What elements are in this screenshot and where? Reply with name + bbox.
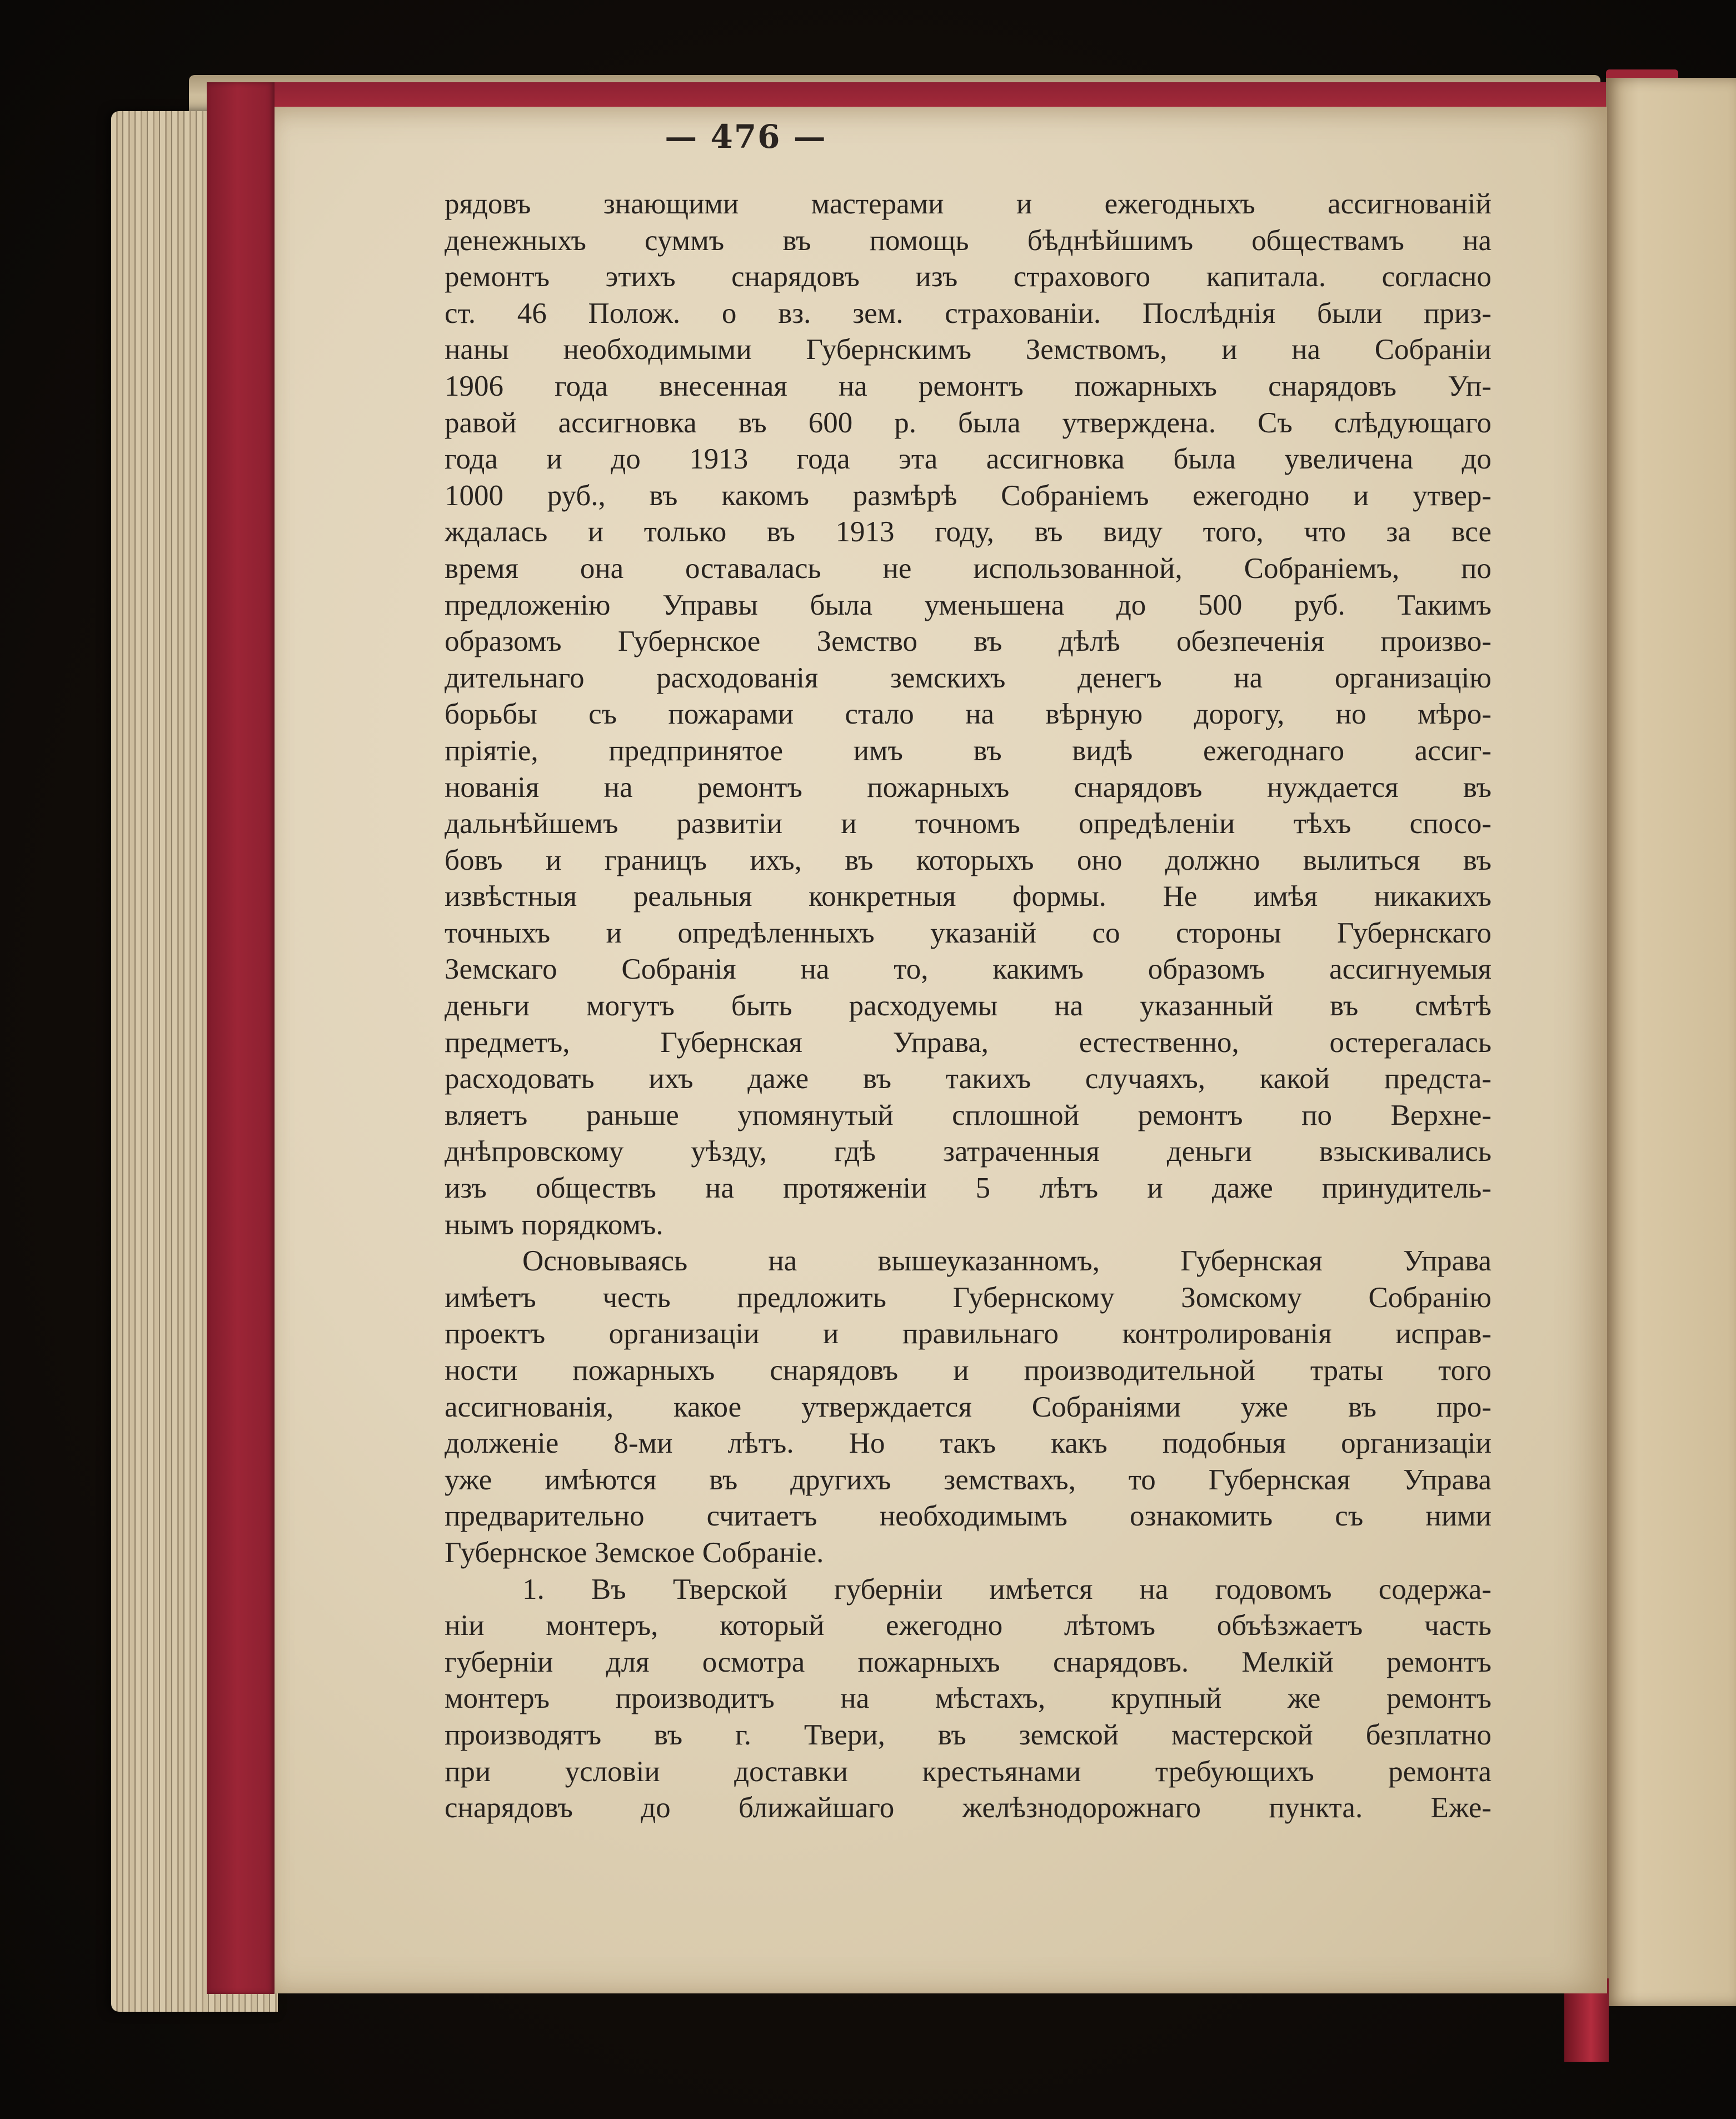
paragraph-end-line: нымъ порядкомъ. [445, 1208, 664, 1241]
text-line: дальнѣйшемъ развитіи и точномъ опредѣленіи тѣхъ спосо- [445, 807, 1491, 840]
text-line: ждалась и только въ 1913 году, въ виду того, что за все [445, 516, 1491, 549]
text-line: года и до 1913 года эта ассигновка была увеличена до [445, 443, 1491, 476]
text-line: деньги могутъ быть расходуемы на указанный въ смѣтѣ [445, 990, 1491, 1023]
text-line: ремонтъ этихъ снарядовъ изъ страхового капитала. согласно [445, 261, 1491, 293]
text-line: 1000 руб., въ какомъ размѣрѣ Собраніемъ ежегодно и утвер- [445, 479, 1491, 512]
text-line: при условіи доставки крестьянами требующихъ ремонта [445, 1755, 1491, 1788]
text-line: дительнаго расходованія земскихъ денегъ на организацію [445, 661, 1491, 694]
text-line: извѣстныя реальныя конкретныя формы. Не имѣя никакихъ [445, 880, 1491, 913]
text-line: производятъ въ г. Твери, въ земской мастерской безплатно [445, 1718, 1491, 1751]
text-line: 1906 года внесенная на ремонтъ пожарныхъ снарядовъ Уп- [445, 370, 1491, 402]
text-line: днѣпровскому уѣзду, гдѣ затраченныя деньги взыскивались [445, 1135, 1491, 1168]
text-line: вляетъ раньше упомянутый сплошной ремонтъ по Верхне- [445, 1099, 1491, 1131]
text-line: долженіе 8-ми лѣтъ. Но такъ какъ подобныя организаціи [445, 1427, 1491, 1460]
text-line: нованія на ремонтъ пожарныхъ снарядовъ нуждается въ [445, 771, 1491, 804]
body-text [445, 186, 1491, 1827]
text-line: наны необходимыми Губернскимъ Земствомъ, и на Собраніи [445, 333, 1491, 366]
text-line: снарядовъ до ближайшаго желѣзнодорожнаго пункта. Еже- [445, 1792, 1491, 1824]
paragraph-start-line: 1. Въ Тверской губерніи имѣется на годовомъ содержа- [522, 1573, 1491, 1606]
paragraph-start-line: Основываясь на вышеуказанномъ, Губернская Управа [522, 1245, 1491, 1278]
text-line: Земскаго Собранія на то, какимъ образомъ ассигнуемыя [445, 953, 1491, 986]
text-line: образомъ Губернское Земство въ дѣлѣ обезпеченія произво- [445, 625, 1491, 658]
text-line: предметъ, Губернская Управа, естественно, остерегалась [445, 1026, 1491, 1059]
text-line: предложенію Управы была уменьшена до 500 руб. Такимъ [445, 589, 1491, 621]
text-line: имѣетъ честь предложить Губернскому Зомскому Собранію [445, 1281, 1491, 1314]
right-page-edge [1606, 78, 1736, 2006]
text-line: бовъ и границъ ихъ, въ которыхъ оно должно вылиться въ [445, 844, 1491, 876]
text-line: уже имѣются въ другихъ земствахъ, то Губернская Управа [445, 1463, 1491, 1496]
text-line: пріятіе, предпринятое имъ въ видѣ ежегоднаго ассиг- [445, 734, 1491, 767]
text-line: точныхъ и опредѣленныхъ указаній со стороны Губернскаго [445, 916, 1491, 949]
text-line: ассигнованія, какое утверждается Собраніями уже въ про- [445, 1390, 1491, 1423]
text-line: ст. 46 Полож. о вз. зем. страхованіи. Послѣднія были приз- [445, 297, 1491, 330]
text-line: денежныхъ суммъ въ помощь бѣднѣйшимъ обществамъ на [445, 224, 1491, 257]
text-line: время она оставалась не использованной, Собраніемъ, по [445, 552, 1491, 585]
page-number: — 476 — [665, 118, 827, 156]
text-line: расходовать ихъ даже въ такихъ случаяхъ, какой предста- [445, 1063, 1491, 1095]
text-line: борьбы съ пожарами стало на вѣрную дорогу, но мѣро- [445, 698, 1491, 731]
text-line: ности пожарныхъ снарядовъ и производительной траты того [445, 1354, 1491, 1387]
text-line: изъ обществъ на протяженіи 5 лѣтъ и даже принудитель- [445, 1172, 1491, 1205]
paragraph-end-line: Губернское Земское Собраніе. [445, 1536, 824, 1569]
red-cover-lining [207, 82, 275, 1994]
text-line: предварительно считаетъ необходимымъ ознакомить съ ними [445, 1500, 1491, 1533]
text-line: проектъ организаціи и правильнаго контролированія исправ- [445, 1318, 1491, 1350]
text-line: губерніи для осмотра пожарныхъ снарядовъ. Мелкій ремонтъ [445, 1646, 1491, 1678]
text-line: равой ассигновка въ 600 р. была утверждена. Съ слѣдующаго [445, 406, 1491, 439]
text-line: монтеръ производитъ на мѣстахъ, крупный же ремонтъ [445, 1682, 1491, 1715]
text-line: рядовъ знающими мастерами и ежегодныхъ ассигнованій [445, 188, 1491, 220]
text-line: ніи монтеръ, который ежегодно лѣтомъ объѣзжаетъ часть [445, 1609, 1491, 1642]
